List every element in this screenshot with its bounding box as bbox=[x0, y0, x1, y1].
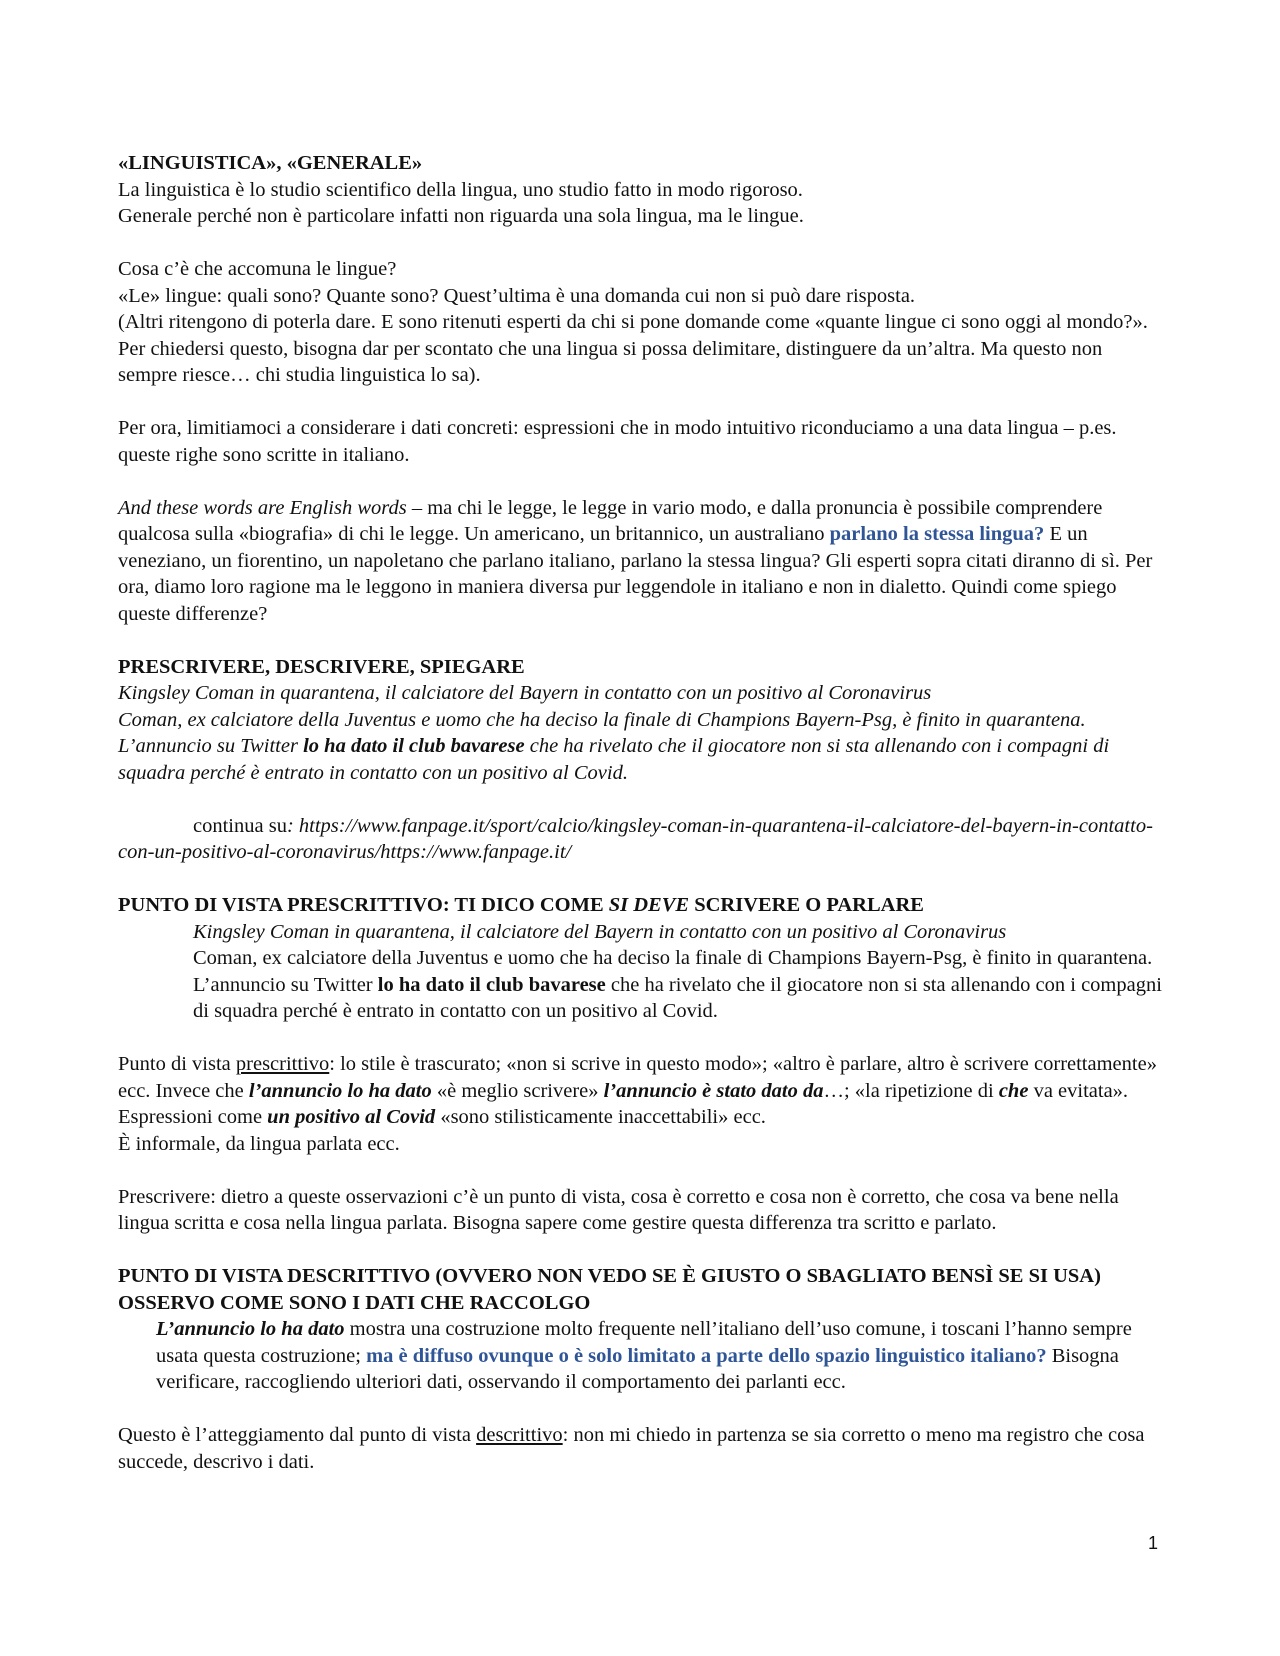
quote-title: Kingsley Coman in quarantena, il calciatore del Bayern in contatto con un positivo al Coronavirus bbox=[118, 682, 932, 704]
document-body bbox=[118, 150, 1163, 1475]
quote-body: Coman, ex calciatore della Juventus e uomo che ha deciso la finale di Champions Bayern-Psg, è finito in quarantena. L’annuncio su Twitter lo ha dato il club bavarese che ha rivelato che il giocatore non si sta allenando con i compagni di squadra perché è entrato in contatto con un positivo al Covid. bbox=[193, 947, 1162, 1022]
paragraph: La linguistica è lo studio scientifico della lingua, uno studio fatto in modo rigoroso. bbox=[118, 178, 803, 201]
page-number: 1 bbox=[1148, 1533, 1159, 1553]
heading-prescrittivo: PUNTO DI VISTA PRESCRITTIVO: TI DICO COME SI DEVE SCRIVERE O PARLARE bbox=[118, 894, 924, 916]
paragraph: Cosa c’è che accomuna le lingue? bbox=[118, 258, 397, 280]
paragraph: Per ora, limitiamoci a considerare i dati concreti: espressioni che in modo intuitivo riconduciamo a una data lingua – p.es. queste righe sono scritte in italiano. bbox=[118, 417, 1117, 466]
paragraph: Generale perché non è particolare infatti non riguarda una sola lingua, ma le lingue. bbox=[118, 205, 804, 227]
paragraph-english-words: And these words are English words – ma chi le legge, le legge in vario modo, e dalla pronuncia è possibile comprendere qualcosa sulla «biografia» di chi le legge. Un americano, un britannico, un australiano parlano la stessa lingua? E un veneziano, un fiorentino, un napoletano che parlano italiano, parlano la stessa lingua? Gli esperti sopra citati diranno di sì. Per ora, diamo loro ragione ma le leggono in maniera diversa pur leggendole in italiano e non in dialetto. Quindi come spiego queste differenze? bbox=[118, 496, 1153, 625]
indented-quote bbox=[118, 919, 1163, 1025]
paragraph: «Le» lingue: quali sono? Quante sono? Quest’ultima è una domanda cui non si può dare risposta. bbox=[118, 284, 916, 307]
source-link[interactable]: continua su: https://www.fanpage.it/sport/calcio/kingsley-coman-in-quarantena-il-calciatore-del-bayern-in-contatto-con-un-positivo-al-coronavirus/https://www.fanpage.it/ bbox=[118, 814, 1153, 863]
indented-paragraph: L’annuncio lo ha dato mostra una costruzione molto frequente nell’italiano dell’uso comune, i toscani l’hanno sempre usata questa costruzione; ma è diffuso ovunque o è solo limitato a parte dello spazio linguistico italiano? Bisogna verificare, raccogliendo ulteriori dati, osservando il comportamento dei parlanti ecc. bbox=[156, 1318, 1132, 1393]
paragraph: (Altri ritengono di poterla dare. E sono ritenuti esperti da chi si pone domande come «quante lingue ci sono oggi al mondo?». Per chiedersi questo, bisogna dar per scontato che una lingua si possa delimitare, distinguere da un’altra. Ma questo non sempre riesce… chi studia linguistica lo sa). bbox=[118, 311, 1148, 386]
paragraph-prescrittivo: Punto di vista prescrittivo: lo stile è trascurato; «non si scrive in questo modo»; «altro è parlare, altro è scrivere correttamente» ecc. Invece che l’annuncio lo ha dato «è meglio scrivere» l’annuncio è stato dato da…; «la ripetizione di che va evitata». Espressioni come un positivo al Covid «sono stilisticamente inaccettabili» ecc. bbox=[118, 1053, 1157, 1128]
heading-descrittivo: PUNTO DI VISTA DESCRITTIVO (OVVERO NON VEDO SE È GIUSTO O SBAGLIATO BENSÌ SE SI USA) OSSERVO COME SONO I DATI CHE RACCOLGO bbox=[118, 1265, 1101, 1314]
italic-text: And these words are English words bbox=[118, 496, 407, 519]
paragraph: Prescrivere: dietro a queste osservazioni c’è un punto di vista, cosa è corretto e cosa non è corretto, che cosa va bene nella lingua scritta e cosa nella lingua parlata. Bisogna sapere come gestire questa differenza tra scritto e parlato. bbox=[118, 1185, 1119, 1234]
highlighted-question: parlano la stessa lingua? bbox=[829, 523, 1045, 545]
source-url[interactable]: : https://www.fanpage.it/sport/calcio/kingsley-coman-in-quarantena-il-calciatore-del-bayern-in-contatto-con-un-positivo-al-coronavirus/https://www.fanpage.it/ bbox=[118, 814, 1153, 863]
paragraph-descrittivo: Questo è l’atteggiamento dal punto di vista descrittivo: non mi chiedo in partenza se sia corretto o meno ma registro che cosa succede, descrivo i dati. bbox=[118, 1424, 1145, 1473]
quote-body: Coman, ex calciatore della Juventus e uomo che ha deciso la finale di Champions Bayern-Psg, è finito in quarantena. L’annuncio su Twitter lo ha dato il club bavarese che ha rivelato che il giocatore non si sta allenando con i compagni di squadra perché è entrato in contatto con un positivo al Covid. bbox=[118, 708, 1110, 784]
highlighted-question: ma è diffuso ovunque o è solo limitato a parte dello spazio linguistico italiano? bbox=[366, 1344, 1047, 1367]
quote-title: Kingsley Coman in quarantena, il calciatore del Bayern in contatto con un positivo al Coronavirus bbox=[193, 920, 1007, 943]
paragraph: È informale, da lingua parlata ecc. bbox=[118, 1132, 400, 1155]
heading-linguistica-generale: «LINGUISTICA», «GENERALE» bbox=[118, 152, 423, 174]
heading-prescrivere: PRESCRIVERE, DESCRIVERE, SPIEGARE bbox=[118, 655, 525, 678]
